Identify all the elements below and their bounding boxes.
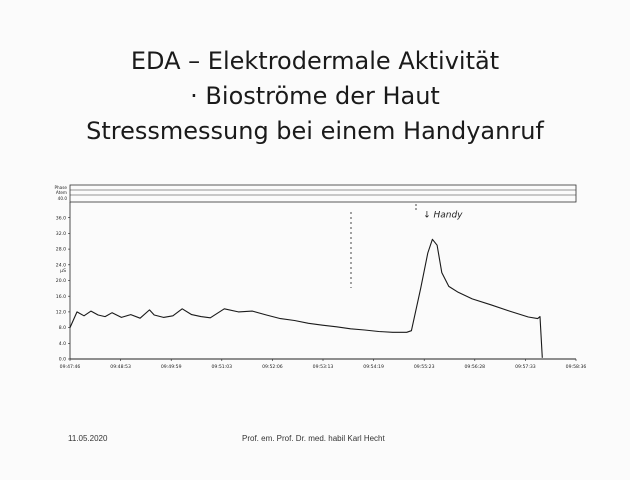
slide-title: [0, 44, 630, 149]
header-band: [70, 185, 576, 202]
x-tick-label: 09:58:36: [565, 365, 587, 370]
eda-chart: [40, 178, 592, 378]
y-tick-label: 12.0: [55, 310, 66, 316]
x-tick-label: 09:54:19: [363, 365, 384, 370]
y-tick-label: 32.0: [55, 232, 66, 237]
eda-series-line: [70, 239, 542, 357]
y-tick-label: 0.0: [58, 357, 66, 363]
y-tick-group: [56, 215, 70, 362]
footer-date: 11.05.2020: [68, 434, 108, 443]
x-tick-label: 09:49:59: [160, 365, 182, 370]
x-tick-label: 09:57:33: [515, 365, 536, 370]
y-tick-label: 36.0: [55, 216, 66, 222]
header-label-max: 40.0: [57, 196, 67, 201]
footer-author: Prof. em. Prof. Dr. med. habil Karl Hecht: [242, 434, 385, 443]
y-tick-label: 28.0: [55, 247, 66, 253]
x-tick-label: 09:48:53: [110, 365, 131, 370]
header-label-phase: Phase: [54, 185, 67, 190]
x-tick-label: 09:55:23: [413, 365, 435, 370]
x-tick-label: 09:56:28: [464, 365, 486, 370]
y-tick-label: 24.0: [55, 263, 66, 269]
y-tick-label: 8.0: [58, 326, 66, 332]
x-tick-label: 09:51:03: [211, 365, 233, 370]
title-line-2: · Bioströme der Haut: [190, 82, 440, 110]
x-tick-label: 09:53:13: [312, 365, 334, 370]
title-line-3: Stressmessung bei einem Handyanruf: [86, 117, 544, 145]
x-tick-label: 09:47:46: [59, 365, 81, 370]
handy-annotation: ↓ Handy: [423, 210, 463, 221]
header-label-atem: Atem: [55, 190, 67, 195]
eda-chart-svg: [40, 178, 592, 378]
x-tick-group: [60, 359, 587, 370]
title-line-1: EDA – Elektrodermale Aktivität: [130, 47, 500, 75]
y-tick-label: 20.0: [55, 279, 66, 285]
y-tick-label: 16.0: [55, 294, 66, 300]
x-tick-label: 09:52:06: [262, 365, 283, 370]
y-unit-label: µS: [60, 269, 66, 274]
y-tick-label: 4.0: [58, 341, 66, 347]
